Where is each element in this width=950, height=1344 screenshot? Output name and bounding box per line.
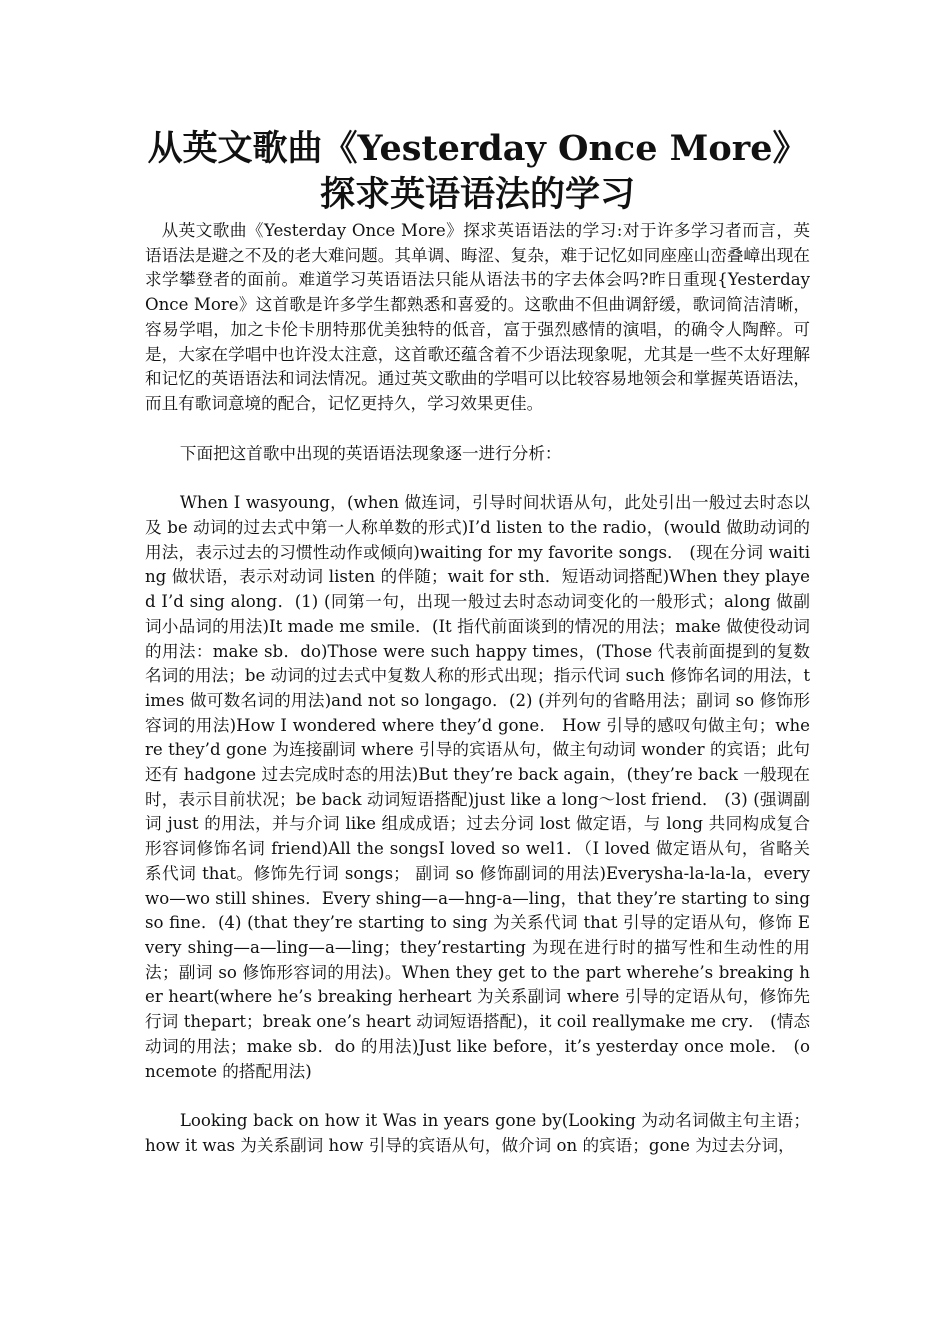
document-title: 从英文歌曲《Yesterday Once More》探求英语语法的学习 — [147, 128, 808, 215]
lyrics-analysis-paragraph: When I wasyoung，(when 做连词，引导时间状语从句，此处引出一般过去时态以及 be 动词的过去式中第一人称单数的形式)I’d listen to the radio，(would 做助动词的用法，表示过去的习惯性动作或倾向)waiting for my favorite songs． (现在分词 waiting 做状语，表示对动词 listen 的伴随；wait for sth．短语动词搭配)When they played I’d sing along．(1) (同第一句，出现一般过去时态动词变化的一般形式；along 做副词小品词的用法)It made me smile．(It 指代前面谈到的情况的用法；make 做使役动词的用法：make sb．do)Those were such happy times，(Those 代表前面提到的复数名词的用法；be 动词的过去式中复数人称的形式出现；指示代词 such 修饰名词的用法，times 做可数名词的用法)and not so longago．(2) (并列句的省略用法；副词 so 修饰形容词的用法)How I wondered where they’d gone． How 引导的感叹句做主句；where they’d gone 为连接副词 where 引导的宾语从句，做主句动词 wonder 的宾语；此句还有 hadgone 过去完成时态的用法)But they’re back again，(they’re back 一般现在时，表示目前状况；be back 动词短语搭配)just like a long～lost friend． (3) (强调副词 just 的用法，并与介词 like 组成成语；过去分词 lost 做定语，与 long 共同构成复合形容词修饰名词 friend)All the songsI loved so wel1．（I loved 做定语从句，省略关系代词 that。修饰先行词 songs； 副词 so 修饰副词的用法)Everysha-la-la-la，every wo—wo still shines．Every shing—a—hng-a—ling，that they’re starting to sing so fine．(4) (that they’re starting to sing 为关系代词 that 引导的定语从句，修饰 Every shing—a—ling—a—ling；they’restarting 为现在进行时的描写性和生动性的用法；副词 so 修饰形容词的用法)。When they get to the part wherehe’s breaking her heart(where he’s breaking herheart 为关系副词 where 引导的定语从句，修饰先行词 thepart；break one’s heart 动词短语搭配)，it coil reallymake me cry． (情态动词的用法；make sb．do 的用法)Just like before，it’s yesterday once mole． (oncemote 的搭配用法) — [145, 493, 810, 1081]
intro-paragraph: 从英文歌曲《Yesterday Once More》探求英语语法的学习:对于许多学习者而言，英语语法是避之不及的老大难问题。其单调、晦涩、复杂，难于记忆如同座座山峦叠嶂出现在求学攀登者的面前。难道学习英语语法只能从语法书的字去体会吗?昨日重现{Yesterday Once More》这首歌是许多学生都熟悉和喜爱的。这歌曲不但曲调舒缓，歌词简洁清晰，容易学唱，加之卡伦卡朋特那优美独特的低音，富于强烈感情的演唱，的确令人陶醉。可是，大家在学唱中也许没太注意，这首歌还蕴含着不少语法现象呢，尤其是一些不太好理解和记忆的英语语法和词法情况。通过英文歌曲的学唱可以比较容易地领会和掌握英语语法，而且有歌词意境的配合，记忆更持久，学习效果更佳。 — [145, 221, 810, 413]
continuation-paragraph: Looking back on how it Was in years gone by(Looking 为动名词做主句主语；how it was 为关系副词 how 引导的宾语从句，做介词 on 的宾语；gone 为过去分词， — [145, 1111, 810, 1155]
document-page — [145, 126, 810, 1159]
analysis-lead-paragraph: 下面把这首歌中出现的英语语法现象逐一进行分析： — [179, 443, 562, 463]
